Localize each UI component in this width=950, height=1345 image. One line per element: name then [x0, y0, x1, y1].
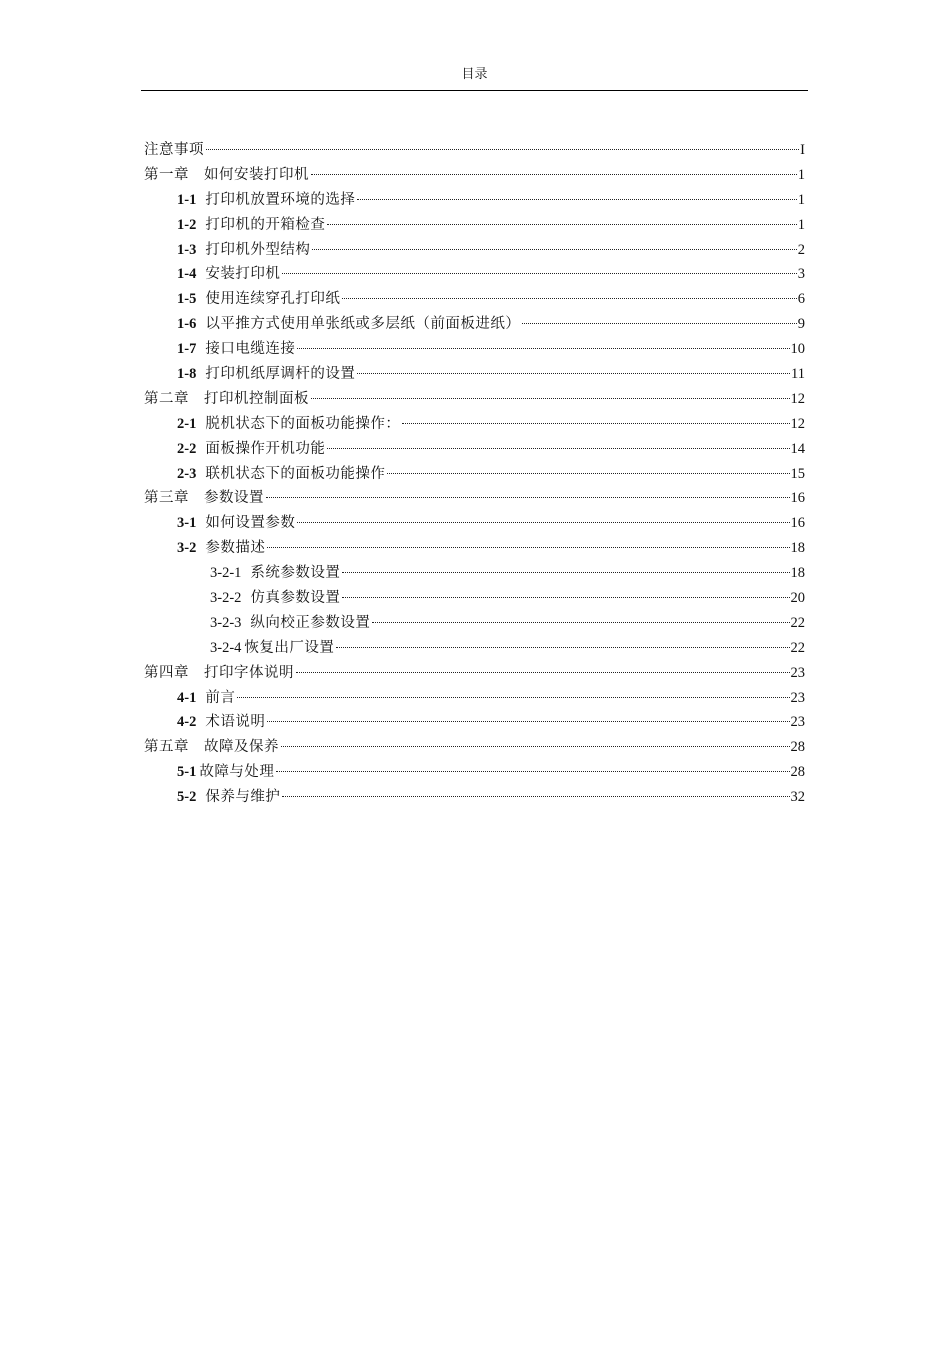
toc-entry-page-number: 15	[790, 465, 805, 482]
toc-entry-label	[144, 486, 264, 511]
toc-entry-label	[177, 312, 520, 337]
toc-entry-page-number: 22	[790, 614, 805, 631]
toc-entry-title: 如何设置参数	[205, 515, 296, 532]
toc-entry-page-number: 28	[790, 739, 805, 756]
page-header-title: 目录	[461, 67, 488, 82]
toc-dot-leader	[311, 174, 797, 175]
toc-entry-number: 1-1	[177, 191, 197, 208]
toc-entry-label	[210, 586, 340, 611]
toc-entry[interactable]	[144, 337, 805, 362]
toc-entry[interactable]	[144, 188, 805, 213]
toc-entry[interactable]	[144, 238, 805, 263]
toc-entry[interactable]	[144, 710, 805, 735]
toc-entry-page-number: 22	[790, 639, 805, 656]
toc-entry-number: 1-3	[177, 241, 197, 258]
toc-entry-title: 打印机外型结构	[205, 241, 311, 258]
toc-entry-page-number: 18	[790, 565, 805, 582]
toc-dot-leader	[282, 796, 789, 797]
toc-entry[interactable]	[144, 412, 805, 437]
toc-entry-title: 恢复出厂设置	[244, 639, 335, 656]
toc-dot-leader	[372, 622, 789, 623]
toc-entry-label	[177, 760, 274, 785]
toc-entry-label	[210, 611, 370, 636]
toc-entry-number: 1-6	[177, 316, 197, 333]
toc-entry-title: 以平推方式使用单张纸或多层纸（前面板进纸）	[205, 316, 521, 333]
toc-entry-number: 1-2	[177, 216, 197, 233]
toc-entry-label	[177, 337, 295, 362]
toc-entry-number: 5-2	[177, 789, 197, 806]
toc-entry-page-number: 12	[790, 390, 805, 407]
toc-entry[interactable]	[144, 586, 805, 611]
toc-entry-title: 系统参数设置	[250, 565, 341, 582]
toc-entry-page-number: 18	[790, 540, 805, 557]
toc-entry[interactable]	[144, 138, 805, 163]
toc-entry-title: 第二章 打印机控制面板	[144, 390, 309, 407]
toc-entry-title: 打印机的开箱检查	[205, 216, 326, 233]
toc-entry-number: 1-5	[177, 291, 197, 308]
toc-entry-page-number: 23	[790, 664, 805, 681]
toc-dot-leader	[336, 647, 789, 648]
toc-entry[interactable]	[144, 462, 805, 487]
table-of-contents	[144, 138, 805, 810]
toc-entry-title: 面板操作开机功能	[205, 440, 326, 457]
toc-entry-label	[177, 362, 355, 387]
toc-entry-title: 纵向校正参数设置	[250, 614, 371, 631]
toc-entry[interactable]	[144, 362, 805, 387]
toc-entry-number: 2-3	[177, 465, 197, 482]
toc-entry-title: 安装打印机	[205, 266, 281, 283]
toc-entry[interactable]	[144, 287, 805, 312]
toc-entry-number: 1-7	[177, 341, 197, 358]
toc-entry-label	[210, 636, 334, 661]
toc-dot-leader	[266, 497, 790, 498]
toc-entry-number: 4-2	[177, 714, 197, 731]
toc-entry[interactable]	[144, 312, 805, 337]
toc-entry-title: 打印机纸厚调杆的设置	[205, 366, 356, 383]
toc-entry-number: 2-1	[177, 415, 197, 432]
page-header	[141, 66, 808, 91]
toc-dot-leader	[402, 423, 789, 424]
toc-dot-leader	[311, 398, 790, 399]
toc-entry-page-number: 12	[790, 415, 805, 432]
toc-entry-number: 3-2-2	[210, 590, 242, 607]
toc-entry-number: 3-2-4	[210, 639, 242, 656]
toc-entry-label	[177, 511, 295, 536]
toc-dot-leader	[357, 373, 790, 374]
toc-entry-label	[144, 661, 294, 686]
toc-entry[interactable]	[144, 262, 805, 287]
toc-dot-leader	[342, 572, 789, 573]
toc-dot-leader	[522, 323, 796, 324]
toc-dot-leader	[342, 597, 789, 598]
toc-dot-leader	[327, 448, 789, 449]
toc-dot-leader	[281, 746, 790, 747]
toc-dot-leader	[267, 547, 789, 548]
toc-entry-number: 3-2-3	[210, 614, 242, 631]
toc-entry-label	[177, 536, 265, 561]
toc-entry-page-number: 14	[790, 440, 805, 457]
toc-entry-number: 3-2-1	[210, 565, 242, 582]
toc-entry-page-number: 16	[790, 490, 805, 507]
toc-entry-label	[177, 188, 355, 213]
toc-entry-page-number: 6	[797, 291, 805, 308]
toc-dot-leader	[297, 522, 789, 523]
toc-entry-page-number: 23	[790, 714, 805, 731]
toc-entry-label	[177, 710, 265, 735]
toc-dot-leader	[387, 473, 789, 474]
toc-dot-leader	[206, 149, 799, 150]
toc-entry-label	[177, 437, 325, 462]
toc-entry[interactable]	[144, 636, 805, 661]
toc-entry-label	[144, 735, 279, 760]
toc-dot-leader	[357, 199, 796, 200]
toc-entry-number: 2-2	[177, 440, 197, 457]
toc-entry[interactable]	[144, 213, 805, 238]
toc-entry-label	[144, 138, 204, 163]
toc-dot-leader	[342, 298, 796, 299]
toc-entry-page-number: 1	[797, 166, 805, 183]
toc-dot-leader	[276, 771, 789, 772]
toc-entry[interactable]	[144, 661, 805, 686]
toc-entry[interactable]	[144, 511, 805, 536]
toc-entry-page-number: 3	[797, 266, 805, 283]
toc-entry[interactable]	[144, 437, 805, 462]
toc-entry-title: 前言	[205, 689, 236, 706]
toc-entry-number: 3-1	[177, 515, 197, 532]
toc-entry[interactable]	[144, 735, 805, 760]
toc-entry-title: 联机状态下的面板功能操作	[205, 465, 386, 482]
toc-dot-leader	[327, 224, 796, 225]
toc-entry-label	[177, 412, 400, 437]
toc-entry-number: 1-4	[177, 266, 197, 283]
toc-entry[interactable]	[144, 387, 805, 412]
toc-entry-title: 仿真参数设置	[250, 590, 341, 607]
toc-entry-page-number: 23	[790, 689, 805, 706]
toc-entry-page-number: 1	[797, 191, 805, 208]
toc-entry-page-number: 28	[790, 764, 805, 781]
toc-entry[interactable]	[144, 611, 805, 636]
toc-entry-label	[144, 387, 309, 412]
toc-dot-leader	[282, 273, 796, 274]
toc-entry[interactable]	[144, 536, 805, 561]
toc-entry-number: 3-2	[177, 540, 197, 557]
toc-entry-title: 第三章 参数设置	[144, 490, 264, 507]
toc-entry[interactable]	[144, 785, 805, 810]
toc-entry-page-number: 32	[790, 789, 805, 806]
toc-entry[interactable]	[144, 163, 805, 188]
toc-entry-page-number: 20	[790, 590, 805, 607]
toc-entry-title: 注意事项	[144, 142, 204, 158]
toc-entry-page-number: 1	[797, 216, 805, 233]
toc-entry-label	[177, 686, 235, 711]
toc-entry-title: 接口电缆连接	[205, 341, 296, 358]
toc-entry-page-number: 11	[791, 366, 805, 383]
toc-entry-label	[177, 262, 280, 287]
toc-entry-number: 4-1	[177, 689, 197, 706]
toc-entry-title: 第一章 如何安装打印机	[144, 166, 309, 183]
toc-entry-label	[144, 163, 309, 188]
toc-entry-title: 参数描述	[205, 540, 266, 557]
toc-entry-title: 术语说明	[205, 714, 266, 731]
toc-entry-title: 保养与维护	[205, 789, 281, 806]
toc-entry[interactable]	[144, 686, 805, 711]
toc-entry-page-number: I	[800, 142, 805, 158]
toc-entry-number: 5-1	[177, 764, 197, 781]
toc-entry-page-number: 2	[797, 241, 805, 258]
toc-entry-title: 故障与处理	[199, 764, 275, 781]
toc-entry-title: 使用连续穿孔打印纸	[205, 291, 341, 308]
toc-entry-label	[177, 213, 325, 238]
toc-entry-label	[177, 287, 340, 312]
toc-entry[interactable]	[144, 760, 805, 785]
toc-entry-page-number: 16	[790, 515, 805, 532]
toc-entry-label	[177, 462, 385, 487]
toc-entry-title: 脱机状态下的面板功能操作：	[205, 415, 401, 432]
toc-entry-page-number: 9	[797, 316, 805, 333]
toc-entry-label	[177, 238, 310, 263]
toc-entry[interactable]	[144, 486, 805, 511]
toc-dot-leader	[267, 721, 789, 722]
toc-entry-label	[177, 785, 280, 810]
toc-entry[interactable]	[144, 561, 805, 586]
toc-entry-title: 第五章 故障及保养	[144, 739, 279, 756]
toc-entry-page-number: 10	[790, 341, 805, 358]
toc-entry-title: 第四章 打印字体说明	[144, 664, 294, 681]
toc-entry-title: 打印机放置环境的选择	[205, 191, 356, 208]
toc-dot-leader	[312, 249, 796, 250]
toc-dot-leader	[297, 348, 789, 349]
toc-dot-leader	[237, 697, 789, 698]
toc-entry-number: 1-8	[177, 366, 197, 383]
toc-entry-label	[210, 561, 340, 586]
toc-dot-leader	[296, 672, 790, 673]
